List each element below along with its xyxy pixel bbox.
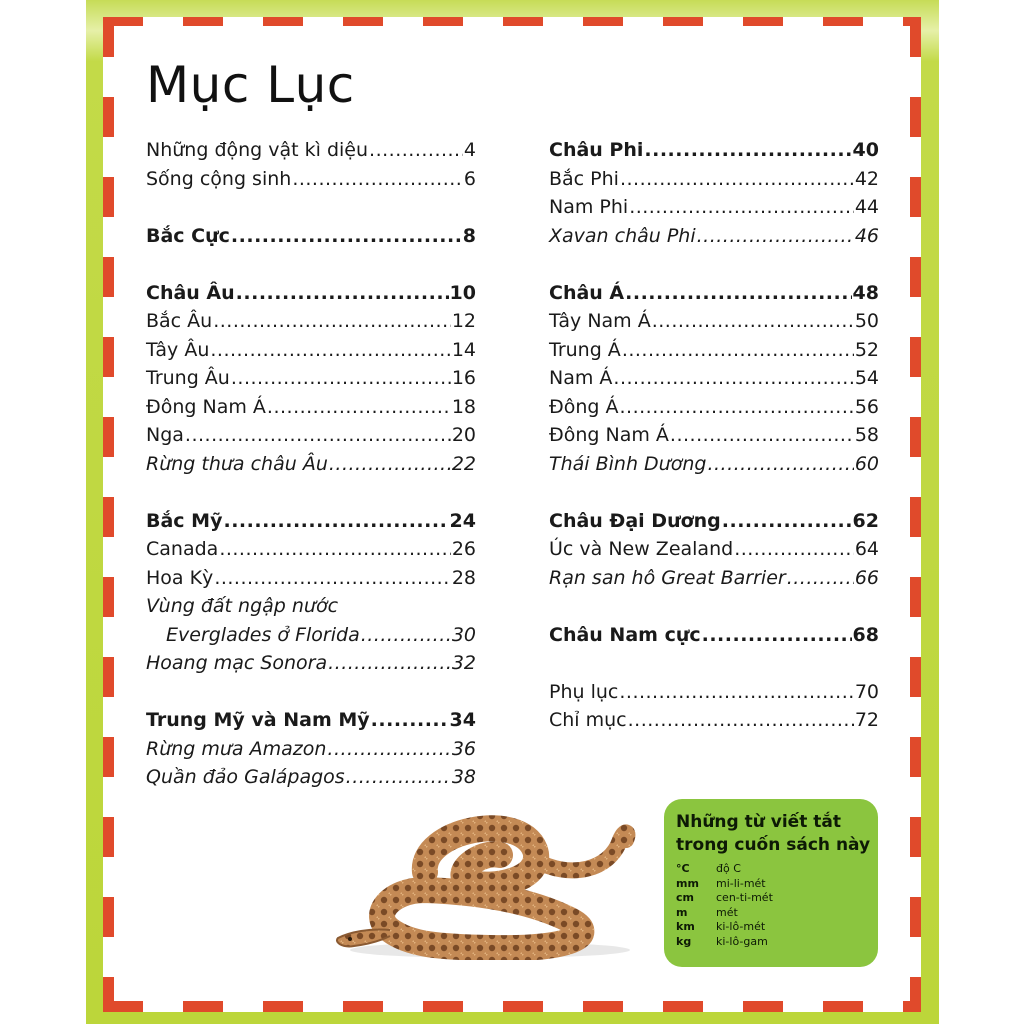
abbreviation-value: ki-lô-gam [716,934,768,948]
toc-leader-dots [644,136,851,165]
toc-entry[interactable] [549,222,879,251]
toc-spacer [549,649,879,678]
abbreviation-key: kg [676,934,692,948]
toc-entry[interactable] [146,222,476,251]
toc-leader-dots [628,706,854,735]
toc-leader-dots [620,393,854,422]
toc-leader-dots [346,763,451,792]
abbreviation-item [676,920,773,935]
toc-entry[interactable] [549,507,879,536]
toc-entry-page: 22 [451,452,476,475]
abbreviation-key: m [676,905,688,919]
toc-entry[interactable] [146,165,476,194]
toc-entry-label: Rừng mưa Amazon [146,737,327,760]
toc-entry-label: Trung Á [549,338,621,361]
toc-entry[interactable] [549,193,879,222]
page-title: Mục Lục [146,56,355,114]
toc-spacer [146,193,476,222]
toc-entry[interactable] [146,706,476,735]
toc-entry-label: Nga [146,424,184,446]
toc-entry[interactable] [146,279,476,308]
toc-leader-dots [292,165,463,194]
toc-entry-label: Châu Á [549,281,625,304]
abbreviation-key: °C [676,862,690,875]
toc-entry-page: 70 [854,680,879,703]
toc-leader-dots [267,393,451,422]
toc-entry[interactable] [549,165,879,194]
toc-right-column [549,136,879,735]
toc-entry-label: Đông Nam Á [549,424,669,446]
toc-entry-page: 52 [854,338,879,361]
abbreviation-item [676,877,773,892]
toc-entry-page: 10 [449,281,476,304]
toc-entry-label: Bắc Mỹ [146,509,223,532]
toc-spacer [146,250,476,279]
toc-entry[interactable] [146,592,476,621]
toc-leader-dots [371,706,449,735]
toc-entry[interactable] [549,393,879,422]
toc-entry-label: Châu Nam cực [549,623,701,646]
toc-leader-dots [702,621,852,650]
toc-spacer [549,478,879,507]
toc-entry-label: Rạn san hô Great Barrier [549,566,786,589]
toc-entry[interactable] [146,307,476,336]
toc-leader-dots [185,421,451,450]
toc-leader-dots [697,222,854,251]
toc-entry-label: Tây Nam Á [549,310,651,332]
toc-entry-page: 20 [451,424,476,446]
toc-entry-page: 18 [451,395,476,418]
toc-entry[interactable] [146,564,476,593]
toc-leader-dots [328,649,451,678]
toc-entry[interactable] [549,307,879,336]
toc-entry-label: Đông Á [549,395,619,418]
toc-entry-page: 72 [854,709,879,731]
toc-leader-dots [236,279,449,308]
toc-entry-page: 32 [451,652,476,674]
toc-entry-page: 64 [854,538,879,560]
toc-entry[interactable] [549,564,879,593]
toc-leader-dots [213,307,451,336]
toc-leader-dots [622,336,854,365]
toc-leader-dots [620,165,854,194]
toc-leader-dots [223,507,448,536]
abbreviation-key: cm [676,891,694,905]
toc-entry-label: Nam Á [549,367,613,389]
toc-leader-dots [369,136,463,165]
toc-entry-label: Châu Đại Dương [549,509,721,532]
abbreviation-item [676,935,773,950]
toc-entry[interactable] [146,507,476,536]
toc-entry[interactable] [146,364,476,393]
toc-entry[interactable] [549,621,879,650]
toc-entry-page: 66 [854,566,879,589]
toc-entry-page: 50 [854,310,879,332]
toc-entry-page: 68 [852,623,879,646]
toc-spacer [549,250,879,279]
toc-entry-page: 46 [854,224,879,247]
toc-leader-dots [670,421,854,450]
abbreviation-value: ki-lô-mét [716,920,766,934]
toc-entry-label: Canada [146,538,219,560]
toc-entry-page: 34 [449,709,476,731]
toc-entry[interactable] [549,706,879,735]
toc-entry-page: 16 [451,367,476,389]
toc-entry[interactable] [146,649,476,678]
toc-entry-label: Chỉ mục [549,709,627,731]
toc-entry-page: 6 [463,167,476,190]
toc-entry-label: Rừng thưa châu Âu [146,452,328,475]
abbreviation-item [676,862,773,877]
toc-leader-dots [210,336,450,365]
toc-entry-page: 62 [852,509,879,532]
abbreviation-value: độ C [716,862,741,875]
toc-entry-label: Phụ lục [549,680,619,703]
toc-entry[interactable] [146,421,476,450]
toc-entry[interactable] [549,450,879,479]
toc-leader-dots [361,621,451,650]
toc-entry-page: 58 [854,424,879,446]
toc-entry[interactable] [146,763,476,792]
toc-entry-label: Hoa Kỳ [146,566,214,589]
toc-entry-page: 12 [451,310,476,332]
toc-leader-dots [722,507,852,536]
toc-entry[interactable] [146,450,476,479]
toc-entry-label: Vùng đất ngập nước [146,595,339,617]
toc-leader-dots [219,535,451,564]
toc-spacer [146,478,476,507]
abbreviation-value: cen-ti-mét [716,891,773,905]
toc-leader-dots [619,678,853,707]
toc-entry-label: Trung Mỹ và Nam Mỹ [146,709,370,731]
abbreviations-list [676,862,773,950]
toc-entry-label: Everglades ở Florida [166,623,360,646]
toc-entry-page: 38 [451,766,476,788]
toc-entry[interactable] [549,336,879,365]
toc-leader-dots [231,364,451,393]
toc-entry-label: Bắc Âu [146,310,213,332]
toc-leader-dots [231,222,462,251]
toc-entry-page: 30 [451,623,476,646]
toc-leader-dots [707,450,853,479]
toc-entry-page: 14 [451,338,476,361]
toc-leader-dots [214,564,451,593]
toc-entry-page: 56 [854,395,879,418]
toc-spacer [146,678,476,707]
toc-entry[interactable] [146,735,476,764]
toc-entry[interactable] [549,364,879,393]
toc-entry-page: 26 [451,538,476,560]
toc-spacer [549,592,879,621]
toc-entry[interactable] [549,421,879,450]
toc-entry-label: Châu Âu [146,281,235,304]
abbreviation-key: km [676,920,695,934]
toc-entry-label: Quần đảo Galápagos [146,766,345,788]
toc-entry-label: Trung Âu [146,367,230,389]
toc-entry[interactable] [549,535,879,564]
toc-entry-label: Úc và New Zealand [549,538,734,560]
toc-entry-label: Châu Phi [549,139,644,161]
toc-entry-label: Đông Nam Á [146,395,266,418]
toc-entry[interactable] [146,393,476,422]
toc-entry-page: 54 [854,367,879,389]
toc-entry[interactable] [146,621,476,650]
toc-entry-label: Nam Phi [549,196,629,218]
abbreviation-value: mi-li-mét [716,876,766,890]
toc-entry-label: Sống cộng sinh [146,167,292,190]
abbreviation-item [676,906,773,921]
toc-entry-label: Hoang mạc Sonora [146,652,328,674]
toc-entry-page: 24 [449,509,476,532]
toc-entry-page: 48 [852,281,879,304]
toc-leader-dots [734,535,854,564]
toc-entry-page: 40 [852,139,879,161]
toc-entry-label: Bắc Phi [549,167,619,190]
toc-leader-dots [327,735,450,764]
toc-leader-dots [613,364,853,393]
toc-entry-label: Tây Âu [146,338,210,361]
toc-entry-label: Xavan châu Phi [549,224,696,247]
toc-entry-page: 60 [854,452,879,475]
toc-entry-page: 44 [854,196,879,218]
toc-left-column [146,136,476,792]
snake-image [330,810,640,960]
toc-entry[interactable] [549,136,879,165]
toc-entry[interactable] [549,678,879,707]
abbreviations-title: Những từ viết tắt trong cuốn sách này [676,812,871,855]
toc-entry-label: Bắc Cực [146,224,230,247]
toc-entry-label: Những động vật kì diệu [146,139,369,161]
toc-entry[interactable] [549,279,879,308]
toc-entry-label: Thái Bình Dương [549,452,707,475]
toc-entry[interactable] [146,336,476,365]
toc-leader-dots [625,279,851,308]
toc-entry-page: 42 [854,167,879,190]
toc-leader-dots [329,450,451,479]
abbreviation-key: mm [676,876,699,890]
toc-entry[interactable] [146,535,476,564]
abbreviation-value: mét [716,905,738,919]
toc-entry-page: 8 [462,224,476,247]
toc-entry-page: 4 [463,139,476,161]
toc-entry-page: 28 [451,566,476,589]
toc-leader-dots [629,193,854,222]
abbreviation-item [676,891,773,906]
toc-leader-dots [652,307,854,336]
toc-entry[interactable] [146,136,476,165]
abbreviations-box [664,799,878,967]
toc-leader-dots [787,564,854,593]
toc-entry-page: 36 [451,737,476,760]
